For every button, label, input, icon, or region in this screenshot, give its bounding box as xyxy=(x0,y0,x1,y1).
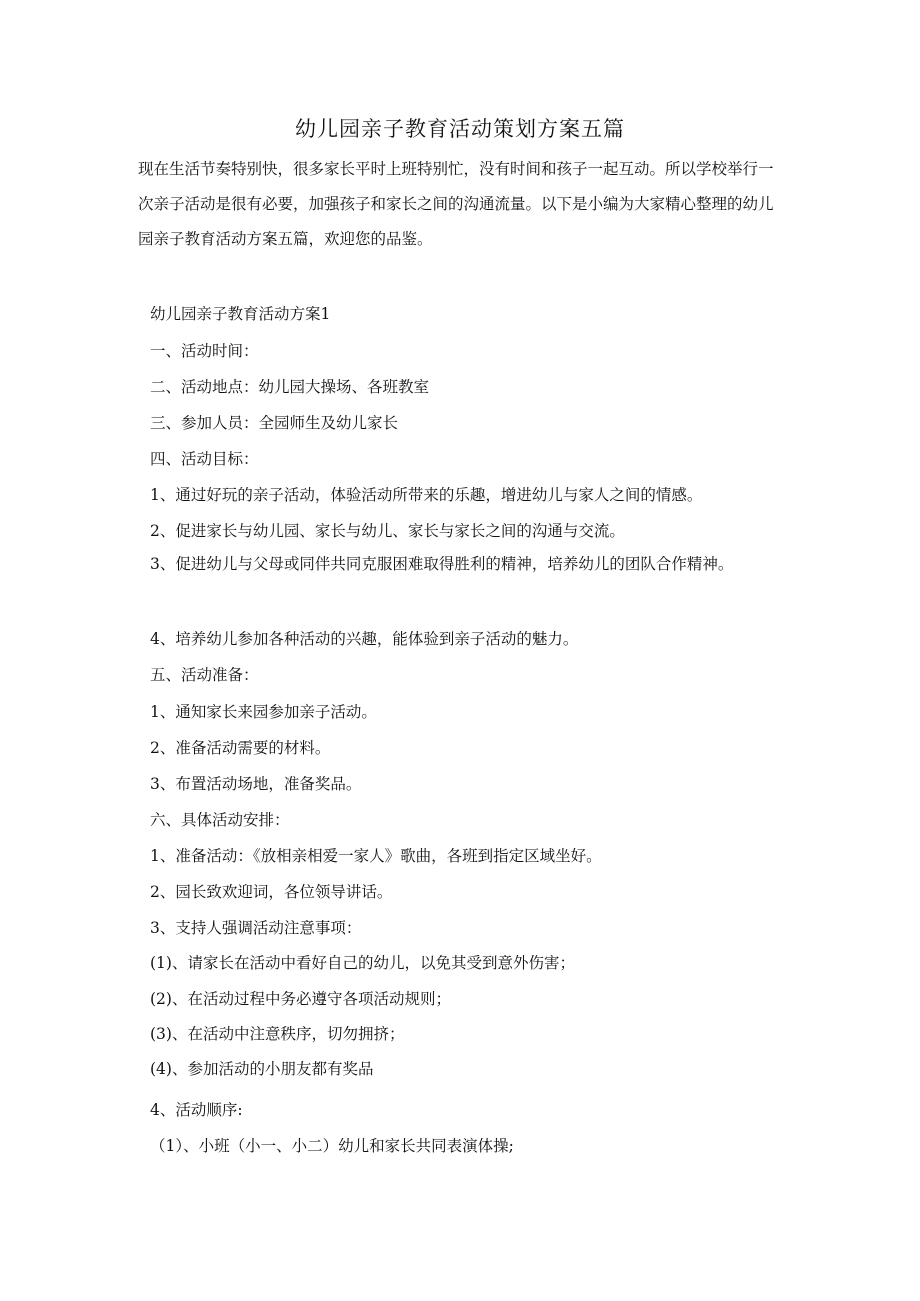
list-item: 二、活动地点：幼儿园大操场、各班教室 xyxy=(150,378,430,396)
list-item: 1、通知家长来园参加亲子活动。 xyxy=(150,703,377,721)
list-item: 2、准备活动需要的材料。 xyxy=(150,739,331,757)
section-heading: 幼儿园亲子教育活动方案1 xyxy=(150,305,331,323)
list-item: 2、促进家长与幼儿园、家长与幼儿、家长与家长之间的沟通与交流。 xyxy=(150,522,625,540)
list-item: 1、通过好玩的亲子活动，体验活动所带来的乐趣，增进幼儿与家人之间的情感。 xyxy=(150,486,703,504)
list-item: 五、活动准备： xyxy=(150,666,259,684)
list-item: 三、参加人员：全园师生及幼儿家长 xyxy=(150,414,399,432)
list-item: 3、支持人强调活动注意事项： xyxy=(150,919,362,937)
list-item: (1)、请家长在活动中看好自己的幼儿，以免其受到意外伤害； xyxy=(150,954,575,972)
list-item: (3)、在活动中注意秩序，切勿拥挤； xyxy=(150,1025,405,1043)
list-item: 1、准备活动：《放相亲相爱一家人》歌曲，各班到指定区域坐好。 xyxy=(150,847,602,865)
list-item: 四、活动目标： xyxy=(150,450,259,468)
list-item: 3、布置活动场地，准备奖品。 xyxy=(150,775,362,793)
list-item: 2、园长致欢迎词，各位领导讲话。 xyxy=(150,883,393,901)
list-item: (4)、参加活动的小朋友都有奖品 xyxy=(150,1060,374,1078)
intro-paragraph: 现在生活节奏特别快，很多家长平时上班特别忙，没有时间和孩子一起互动。所以学校举行一次亲子活动是很有必要，加强孩子和家长之间的沟通流量。以下是小编为大家精心整理的幼儿园亲子教育活动方案五篇，欢迎您的品鉴。 xyxy=(138,160,774,248)
list-item: 3、促进幼儿与父母或同伴共同克服困难取得胜利的精神，培养幼儿的团队合作精神。 xyxy=(150,555,734,573)
list-item: 六、具体活动安排： xyxy=(150,811,290,829)
list-item: 一、活动时间： xyxy=(150,342,259,360)
list-item: （1）、小班（小一、小二）幼儿和家长共同表演体操; xyxy=(150,1137,514,1155)
list-item: 4、活动顺序: xyxy=(150,1101,243,1119)
list-item: (2)、在活动过程中务必遵守各项活动规则； xyxy=(150,990,451,1008)
document-title: 幼儿园亲子教育活动策划方案五篇 xyxy=(295,117,625,141)
list-item: 4、培养幼儿参加各种活动的兴趣，能体验到亲子活动的魅力。 xyxy=(150,630,579,648)
